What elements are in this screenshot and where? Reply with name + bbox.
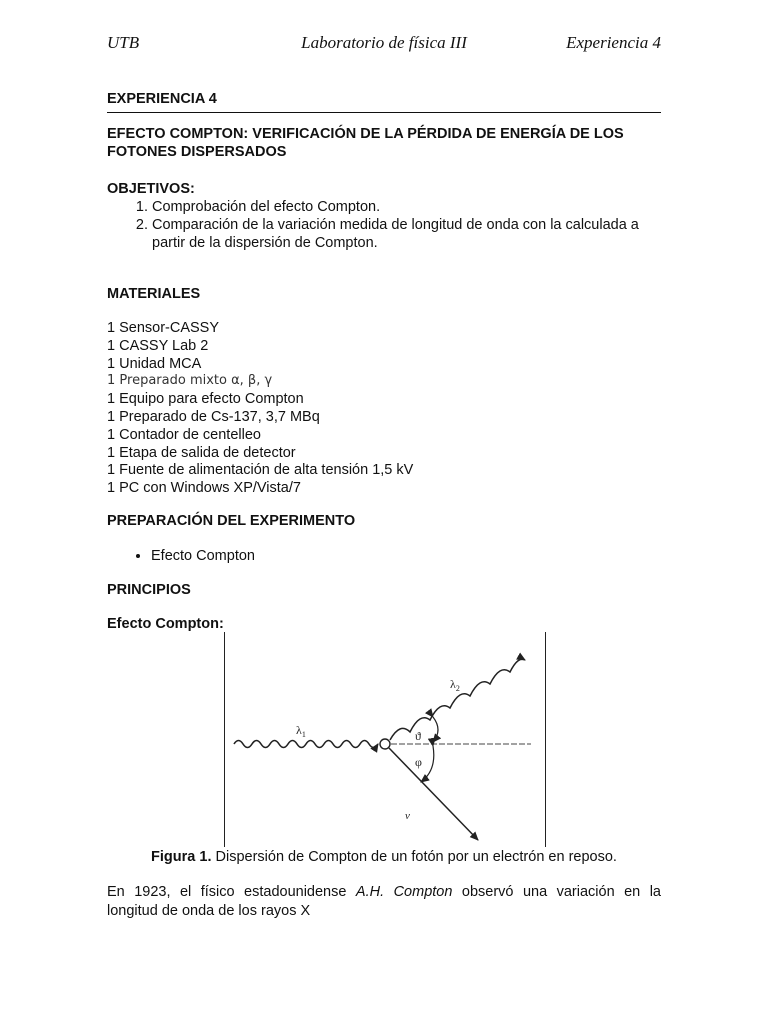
material-item: 1 Unidad MCA [107, 355, 202, 372]
preparation-list [107, 547, 661, 565]
lambda1-label: $\lambda_1$ [296, 723, 306, 739]
material-item: 1 Etapa de salida de detector [107, 444, 296, 461]
compton-diagram [225, 632, 545, 847]
objective-item: 2. Comparación de la variación medida de longitud de onda con la calculada a partir de la dispersión de Compton. [152, 216, 661, 252]
electron-icon [380, 739, 390, 749]
phi-label: φ [415, 755, 422, 769]
material-item: 1 Equipo para efecto Compton [107, 391, 304, 408]
material-item: 1 Sensor-CASSY [107, 320, 220, 336]
header-experiment: Experiencia 4 [566, 33, 661, 52]
paragraph-text: observó una variación en la [452, 884, 661, 900]
theta-label: ϑ [415, 729, 421, 743]
objectives-heading: OBJETIVOS: [107, 181, 195, 197]
principles-heading: PRINCIPIOS [107, 581, 191, 598]
header-institution: UTB [107, 33, 140, 52]
author-name: A.H. Compton [355, 884, 453, 900]
material-item: 1 Preparado de Cs-137, 3,7 MBq [107, 408, 320, 425]
paragraph-text: En 1923, el físico estadounidense [107, 884, 356, 900]
document-body [107, 90, 661, 633]
header-course: Laboratorio de física III [301, 33, 467, 52]
material-item: 1 PC con Windows XP/Vista/7 [107, 480, 301, 497]
material-item: 1 Contador de centelleo [107, 426, 261, 443]
intro-paragraph [107, 883, 661, 921]
document-title: EFECTO COMPTON: VERIFICACIÓN DE LA PÉRDIDA DE ENERGÍA DE LOS FOTONES DISPERSADOS [107, 126, 624, 160]
material-item: 1 CASSY Lab 2 [107, 337, 209, 354]
principles-subheading: Efecto Compton: [107, 615, 224, 632]
materials-heading: MATERIALES [107, 286, 201, 302]
page-header [107, 33, 661, 57]
incident-photon-wave [234, 741, 378, 748]
compton-figure [224, 632, 546, 847]
lambda2-label: $\lambda_2$ [450, 677, 460, 693]
objectives-list [107, 198, 661, 252]
experiment-label: EXPERIENCIA 4 [107, 90, 661, 113]
figure-caption [107, 849, 661, 865]
theta-arc [433, 717, 438, 742]
scattered-photon-wave [390, 659, 525, 740]
paragraph-line: longitud de onda de los rayos X [107, 903, 311, 919]
preparation-heading: PREPARACIÓN DEL EXPERIMENTO [107, 512, 356, 529]
material-item: 1 Fuente de alimentación de alta tensión 1,5 kV [107, 462, 414, 479]
nu-label: v [405, 810, 410, 822]
objective-item: 1. Comprobación del efecto Compton. [152, 198, 661, 216]
caption-text: Dispersión de Compton de un fotón por un electrón en reposo. [211, 849, 617, 865]
caption-label: Figura 1. [151, 849, 212, 865]
materials-list [107, 319, 661, 497]
phi-arc [421, 746, 434, 782]
preparation-item: • Efecto Compton [151, 547, 661, 565]
paragraph-line [107, 883, 661, 902]
material-item: 1 Preparado mixto α, β, γ [107, 373, 273, 389]
